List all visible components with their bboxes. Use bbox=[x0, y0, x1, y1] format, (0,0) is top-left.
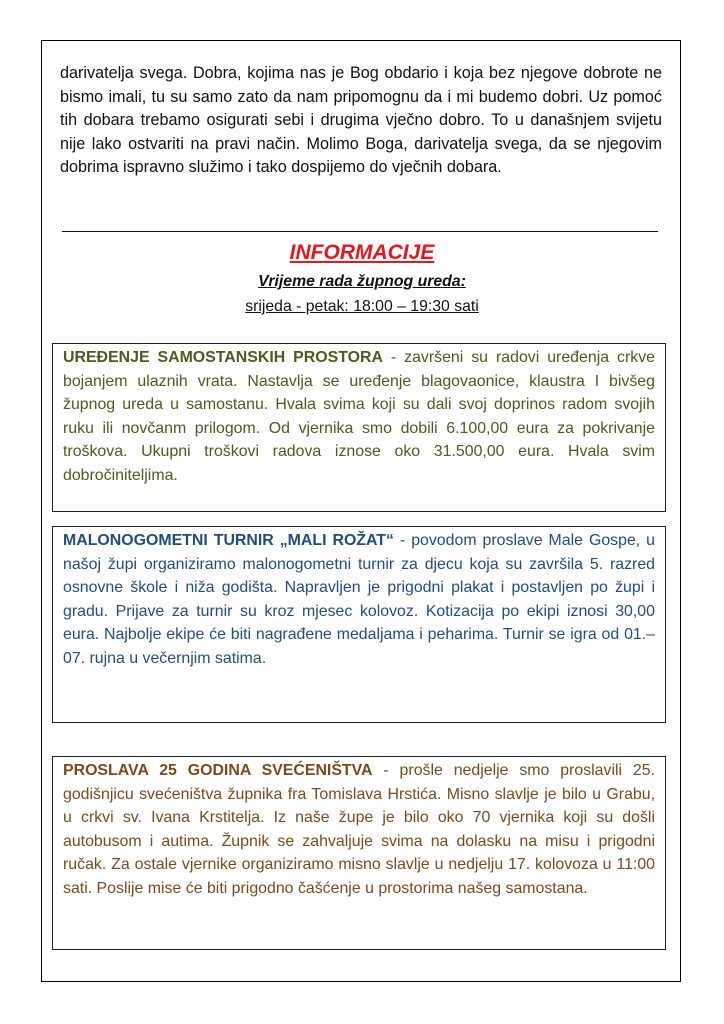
section-divider bbox=[62, 231, 658, 232]
intro-paragraph: darivatelja svega. Dobra, kojima nas je Bog obdario i koja bez njegove dobrote ne bismo imali, tu su samo zato da nam pripomognu da i mi budemo dobri. Uz pomoć tih dobara trebamo osigurati sebi i drugima vječno dobro. To u današnjem svijetu nije lako ostvariti na pravi način. Molimo Boga, darivatelja svega, da se njegovim dobrima ispravno služimo i tako dospijemo do vječnih dobara. bbox=[60, 64, 662, 177]
notice-body: - prošle nedjelje smo proslavili 25. godišnjicu svećeništva župnika fra Tomislava Hrstića. Misno slavlje je bilo u Grabu, u crkvi sv. Ivana Krstitelja. Iz naše župe je bilo oko 70 vjernika koji su došli autobusom i autima. Župnik se zahvaljuje svima na dolasku na misu i prigodni ručak. Za ostale vjernike organiziramo misno slavlje u nedjelju 17. kolovoza u 11:00 sati. Poslije mise će biti prigodno čašćenje u prostorima našeg samostana. bbox=[63, 762, 655, 897]
notice-box-tournament bbox=[52, 526, 666, 723]
notice-box-renovation bbox=[52, 343, 666, 512]
notice-box-jubilee bbox=[52, 756, 666, 950]
notice-title: UREĐENJE SAMOSTANSKIH PROSTORA bbox=[63, 349, 383, 366]
notice-body: - završeni su radovi uređenja crkve bojanjem ulaznih vrata. Nastavlja se uređenje blagovaonice, klaustra I bivšeg župnog ureda u samostanu. Hvala svima koji su dali svoj doprinos radom svojih ruku ili novčanm prilogom. Od vjernika smo dobili 6.100,00 eura za pokrivanje troškova. Ukupni troškovi radova iznose oko 31.500,00 eura. Hvala svim dobročiniteljima. bbox=[63, 349, 655, 484]
info-heading: INFORMACIJE bbox=[289, 241, 435, 264]
office-hours-title: Vrijeme rada župnog ureda: bbox=[258, 273, 466, 290]
office-hours-text: srijeda - petak: 18:00 – 19:30 sati bbox=[245, 298, 479, 315]
notice-title: PROSLAVA 25 GODINA SVEĆENIŠTVA bbox=[63, 762, 373, 779]
notice-body: - povodom proslave Male Gospe, u našoj župi organiziramo malonogometni turnir za djecu koja su završila 5. razred osnovne škole i niža godišta. Napravljen je prigodni plakat i postavljen po župi i gradu. Prijave za turnir su kroz mjesec kolovoz. Kotizacija po ekipi iznosi 30,00 eura. Najbolje ekipe će biti nagrađene medaljama i peharima. Turnir se igra od 01.–07. rujna u večernjim satima. bbox=[63, 532, 655, 667]
notice-title: MALONOGOMETNI TURNIR „MALI ROŽAT“ bbox=[63, 532, 394, 549]
